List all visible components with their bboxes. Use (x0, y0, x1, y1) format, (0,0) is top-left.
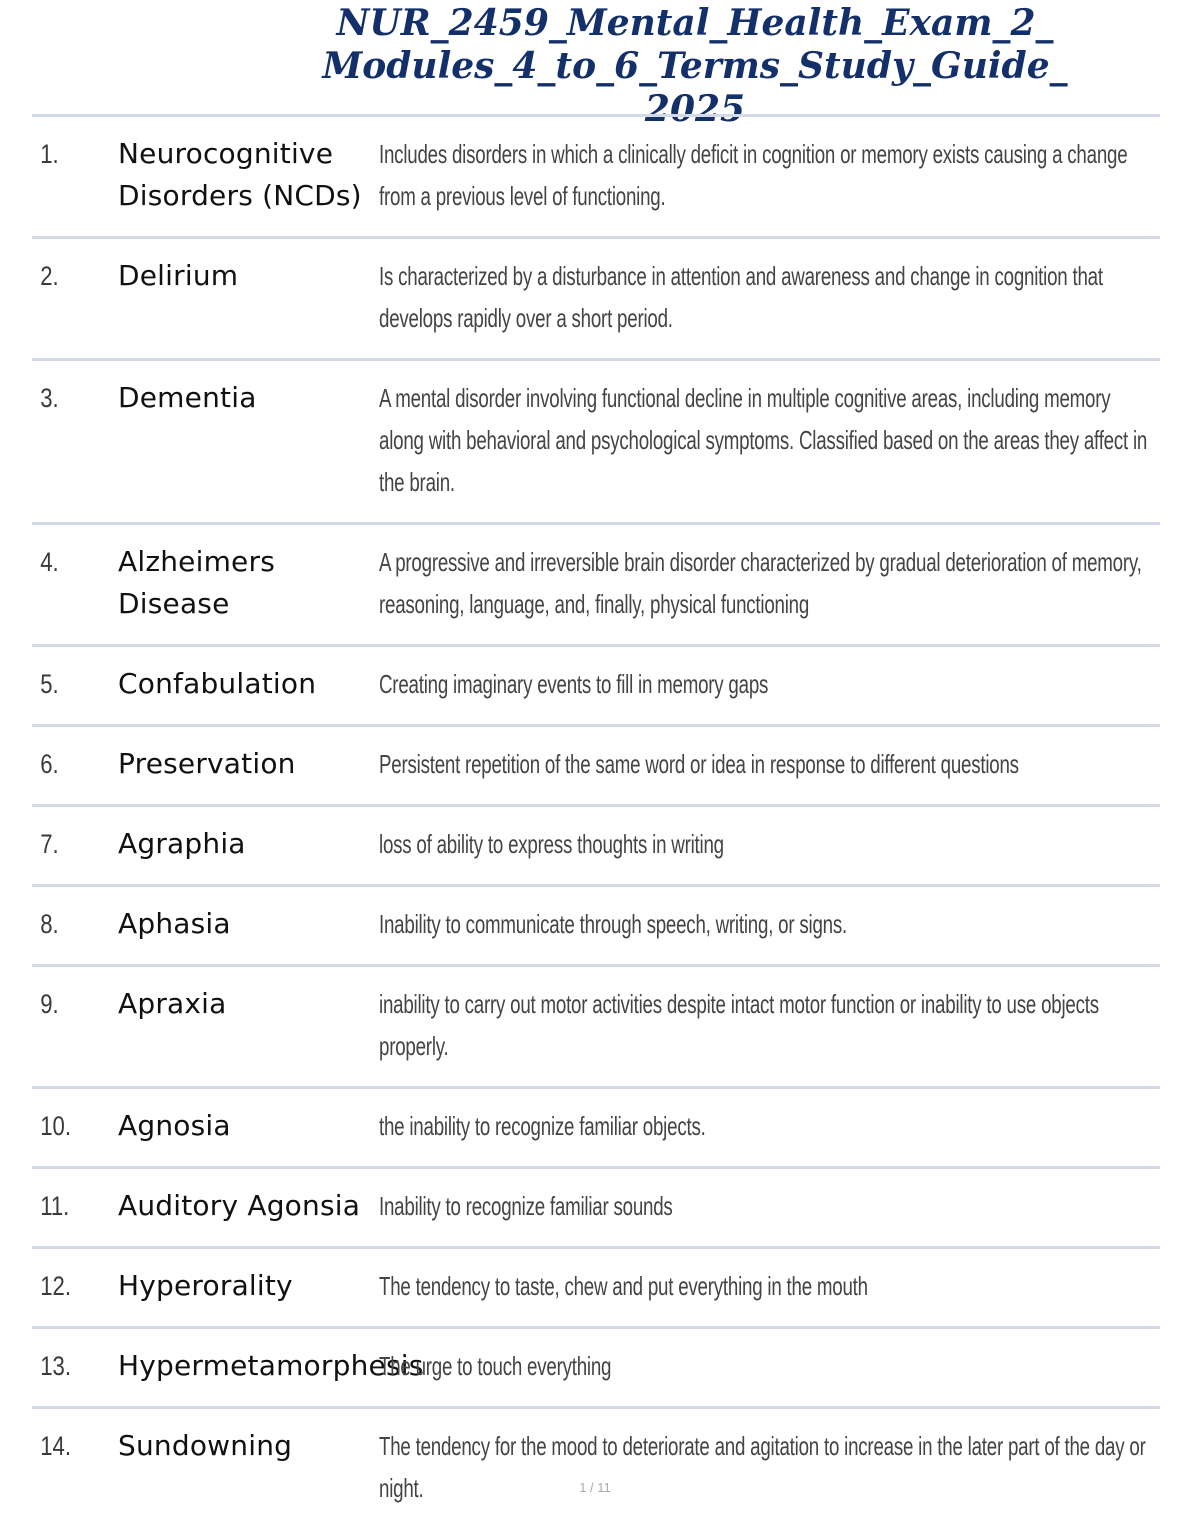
term-name: Aphasia (118, 907, 231, 940)
term-row (32, 1409, 1160, 1528)
term-name: Sundowning (118, 1429, 293, 1462)
term-name: Agraphia (118, 827, 246, 860)
term-definition: Persistent repetition of the same word or idea in response to different questions (379, 749, 1019, 779)
term-name: Hypermetamorphesis (118, 1349, 424, 1382)
term-definition: inability to carry out motor activities despite intact motor function or inability to use objects properly. (379, 989, 1099, 1061)
term-definition: loss of ability to express thoughts in writing (379, 829, 724, 859)
term-definition: The tendency to taste, chew and put everything in the mouth (379, 1271, 868, 1301)
term-definition: Includes disorders in which a clinically deficit in cognition or memory exists causing a change from a previous level of functioning. (379, 139, 1128, 211)
term-row (32, 1169, 1160, 1249)
term-number: 10. (40, 1111, 71, 1141)
term-name: Apraxia (118, 987, 227, 1020)
term-definition: The urge to touch everything (379, 1351, 612, 1381)
term-definition: Inability to recognize familiar sounds (379, 1191, 673, 1221)
term-row (32, 361, 1160, 525)
term-number: 11. (40, 1191, 70, 1221)
term-row (32, 727, 1160, 807)
term-definition: The tendency for the mood to deteriorate and agitation to increase in the later part of the day or night. (379, 1431, 1146, 1503)
term-number: 1. (40, 139, 59, 169)
page-indicator: 1 / 11 (579, 1480, 611, 1495)
term-row (32, 1089, 1160, 1169)
term-number: 3. (40, 383, 59, 413)
term-number: 2. (40, 261, 59, 291)
term-name: Confabulation (118, 667, 317, 700)
term-definition: Is characterized by a disturbance in attention and awareness and change in cognition that develops rapidly over a short period. (379, 261, 1103, 333)
term-name: Neurocognitive Disorders (NCDs) (118, 137, 362, 212)
term-name: Preservation (118, 747, 296, 780)
terms-list (32, 114, 1160, 1528)
term-row (32, 117, 1160, 239)
term-row (32, 525, 1160, 647)
term-definition: A mental disorder involving functional decline in multiple cognitive areas, including memory along with behavioral and psychological symptoms. Classified based on the areas they affect in the brain. (379, 383, 1148, 497)
document-title: NUR_2459_Mental_Health_Exam_2_ Modules_4_to_6_Terms_Study_Guide_ 2025 (322, 2, 1068, 130)
term-number: 13. (40, 1351, 71, 1381)
term-row (32, 1249, 1160, 1329)
term-number: 14. (40, 1431, 71, 1461)
term-number: 12. (40, 1271, 71, 1301)
term-number: 4. (40, 547, 59, 577)
term-number: 7. (40, 829, 59, 859)
term-name: Alzheimers Disease (118, 545, 275, 620)
term-row (32, 967, 1160, 1089)
term-row (32, 1329, 1160, 1409)
term-definition: the inability to recognize familiar objects. (379, 1111, 706, 1141)
term-name: Dementia (118, 381, 257, 414)
term-number: 5. (40, 669, 59, 699)
term-row (32, 807, 1160, 887)
term-number: 6. (40, 749, 59, 779)
term-number: 9. (40, 989, 59, 1019)
term-name: Hyperorality (118, 1269, 293, 1302)
term-name: Delirium (118, 259, 239, 292)
term-definition: A progressive and irreversible brain disorder characterized by gradual deterioration of memory, reasoning, language, and, finally, physical functioning (379, 547, 1142, 619)
term-definition: Creating imaginary events to fill in memory gaps (379, 669, 769, 699)
term-row (32, 887, 1160, 967)
term-definition: Inability to communicate through speech, writing, or signs. (379, 909, 847, 939)
term-number: 8. (40, 909, 59, 939)
term-name: Auditory Agonsia (118, 1189, 361, 1222)
term-row (32, 647, 1160, 727)
term-name: Agnosia (118, 1109, 231, 1142)
term-row (32, 239, 1160, 361)
